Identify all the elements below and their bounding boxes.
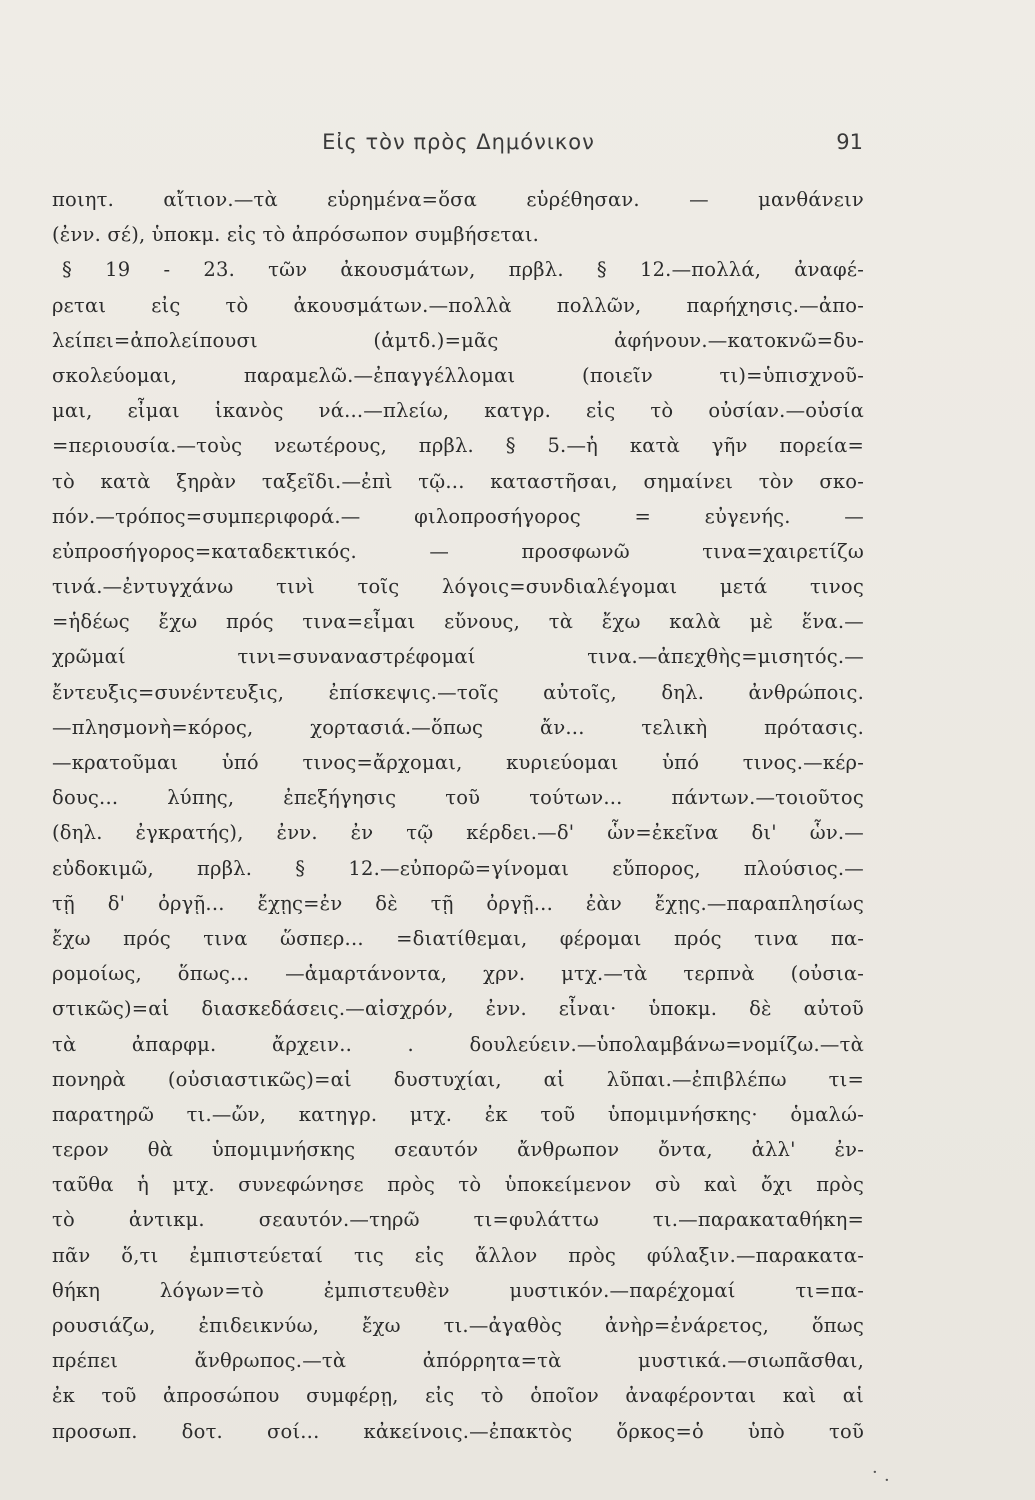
text-line: τῇ δ' ὀργῇ... ἔχῃς=ἐν δὲ τῇ ὀργῇ... ἐὰν ἔχῃς.—παραπλησίως xyxy=(52,891,864,915)
text-line: § 19 - 23. τῶν ἀκουσμάτων, πρβλ. § 12.—πολλά, ἀναφέ- xyxy=(62,258,864,282)
ink-speck: · xyxy=(872,1462,878,1483)
text-line: —πλησμονὴ=κόρος, χορτασιά.—ὅπως ἄν... τελικὴ πρότασις. xyxy=(52,715,864,739)
text-line: τὸ ἀντικμ. σεαυτόν.—τηρῶ τι=φυλάττω τι.—παρακαταθήκη= xyxy=(52,1208,864,1232)
text-line: τερον θὰ ὑπομιμνήσκης σεαυτόν ἄνθρωπον ὄντα, ἀλλ' ἐν- xyxy=(52,1138,864,1162)
text-line: λείπει=ἀπολείπουσι (ἀμτδ.)=μᾶς ἀφήνουν.—κατοκνῶ=δυ- xyxy=(52,328,864,352)
text-line: προσωπ. δοτ. σοί... κἀκείνοις.—ἐπακτὸς ὅρκος=ὁ ὑπὸ τοῦ xyxy=(52,1419,864,1443)
text-line: δους... λύπης, ἐπεξήγησις τοῦ τούτων... πάντων.—τοιοῦτος xyxy=(52,786,864,810)
commentary-text xyxy=(52,182,864,1449)
text-line: σκολεύομαι, παραμελῶ.—ἐπαγγέλλομαι (ποιεῖν τι)=ὑπισχνοῦ- xyxy=(52,363,864,387)
page-number: 91 xyxy=(836,130,863,154)
text-line: τινά.—ἐντυγχάνω τινὶ τοῖς λόγοις=συνδιαλέγομαι μετά τινος xyxy=(52,575,864,599)
text-line: ἐκ τοῦ ἀπροσώπου συμφέρῃ, εἰς τὸ ὁποῖον ἀναφέρονται καὶ αἱ xyxy=(52,1384,864,1408)
text-line: πόν.—τρόπος=συμπεριφορά.— φιλοπροσήγορος = εὐγενής. — xyxy=(52,504,864,528)
text-line: μαι, εἶμαι ἱκανὸς νά...—πλείω, κατγρ. εἰς τὸ οὐσίαν.—οὐσία xyxy=(52,399,864,423)
text-line: (δηλ. ἐγκρατής), ἐνν. ἐν τῷ κέρδει.—δ' ὧν=ἐκεῖνα δι' ὧν.— xyxy=(52,821,864,845)
text-line: εὐδοκιμῶ, πρβλ. § 12.—εὐπορῶ=γίνομαι εὔπορος, πλούσιος.— xyxy=(52,856,864,880)
text-line: ἔντευξις=συνέντευξις, ἐπίσκεψις.—τοῖς αὐτοῖς, δηλ. ἀνθρώποις. xyxy=(52,680,864,704)
text-line: ποιητ. αἴτιον.—τὰ εὑρημένα=ὅσα εὑρέθησαν. — μανθάνειν xyxy=(52,188,864,211)
text-line: πονηρὰ (οὐσιαστικῶς)=αἱ δυστυχίαι, αἱ λῦπαι.—ἐπιβλέπω τι= xyxy=(52,1067,864,1091)
text-line: τὸ κατὰ ξηρὰν ταξεῖδι.—ἐπὶ τῷ... καταστῆσαι, σημαίνει τὸν σκο- xyxy=(52,469,864,493)
text-line: =ἡδέως ἔχω πρός τινα=εἶμαι εὔνους, τὰ ἔχω καλὰ μὲ ἕνα.— xyxy=(52,610,864,634)
text-line: ρουσιάζω, ἐπιδεικνύω, ἔχω τι.—ἀγαθὸς ἀνὴρ=ἐνάρετος, ὅπως xyxy=(52,1314,864,1337)
text-line: ρομοίως, ὅπως... —ἁμαρτάνοντα, χρν. μτχ.—τὰ τερπνὰ (οὐσια- xyxy=(52,962,864,986)
text-line: παρατηρῶ τι.—ὤν, κατηγρ. μτχ. ἐκ τοῦ ὑπομιμνήσκης· ὁμαλώ- xyxy=(52,1102,864,1126)
text-line: τὰ ἀπαρφμ. ἄρχειν.. . δουλεύειν.—ὑπολαμβάνω=νομίζω.—τὰ xyxy=(52,1032,864,1056)
text-line: ταῦθα ἡ μτχ. συνεφώνησε πρὸς τὸ ὑποκείμενον σὺ καὶ ὄχι πρὸς xyxy=(52,1173,864,1197)
text-line: ἔχω πρός τινα ὥσπερ... =διατίθεμαι, φέρομαι πρός τινα πα- xyxy=(52,926,864,950)
running-title: Εἰς τὸν πρὸς Δημόνικον xyxy=(322,130,595,154)
text-line: —κρατοῦμαι ὑπό τινος=ἄρχομαι, κυριεύομαι ὑπό τινος.—κέρ- xyxy=(52,751,864,774)
text-line: =περιουσία.—τοὺς νεωτέρους, πρβλ. § 5.—ἡ κατὰ γῆν πορεία= xyxy=(52,434,864,458)
text-line: (ἐνν. σέ), ὑποκμ. εἰς τὸ ἀπρόσωπον συμβήσεται. xyxy=(52,223,540,247)
ink-speck: · xyxy=(884,1470,890,1491)
text-line: θήκη λόγων=τὸ ἐμπιστευθὲν μυστικόν.—παρέχομαί τι=πα- xyxy=(52,1278,864,1302)
text-line: πρέπει ἄνθρωπος.—τὰ ἀπόρρητα=τὰ μυστικά.—σιωπᾶσθαι, xyxy=(52,1349,864,1373)
text-line: στικῶς)=αἱ διασκεδάσεις.—αἰσχρόν, ἐνν. εἶναι· ὑποκμ. δὲ αὐτοῦ xyxy=(52,997,864,1021)
text-line: εὐπροσήγορος=καταδεκτικός. — προσφωνῶ τινα=χαιρετίζω xyxy=(52,539,864,563)
text-line: πᾶν ὅ,τι ἐμπιστεύεταί τις εἰς ἄλλον πρὸς φύλαξιν.—παρακατα- xyxy=(52,1243,864,1267)
text-line: χρῶμαί τινι=συναναστρέφομαί τινα.—ἀπεχθὴς=μισητός.— xyxy=(52,645,864,669)
text-line: ρεται εἰς τὸ ἀκουσμάτων.—πολλὰ πολλῶν, παρήχησις.—ἀπο- xyxy=(52,293,864,317)
